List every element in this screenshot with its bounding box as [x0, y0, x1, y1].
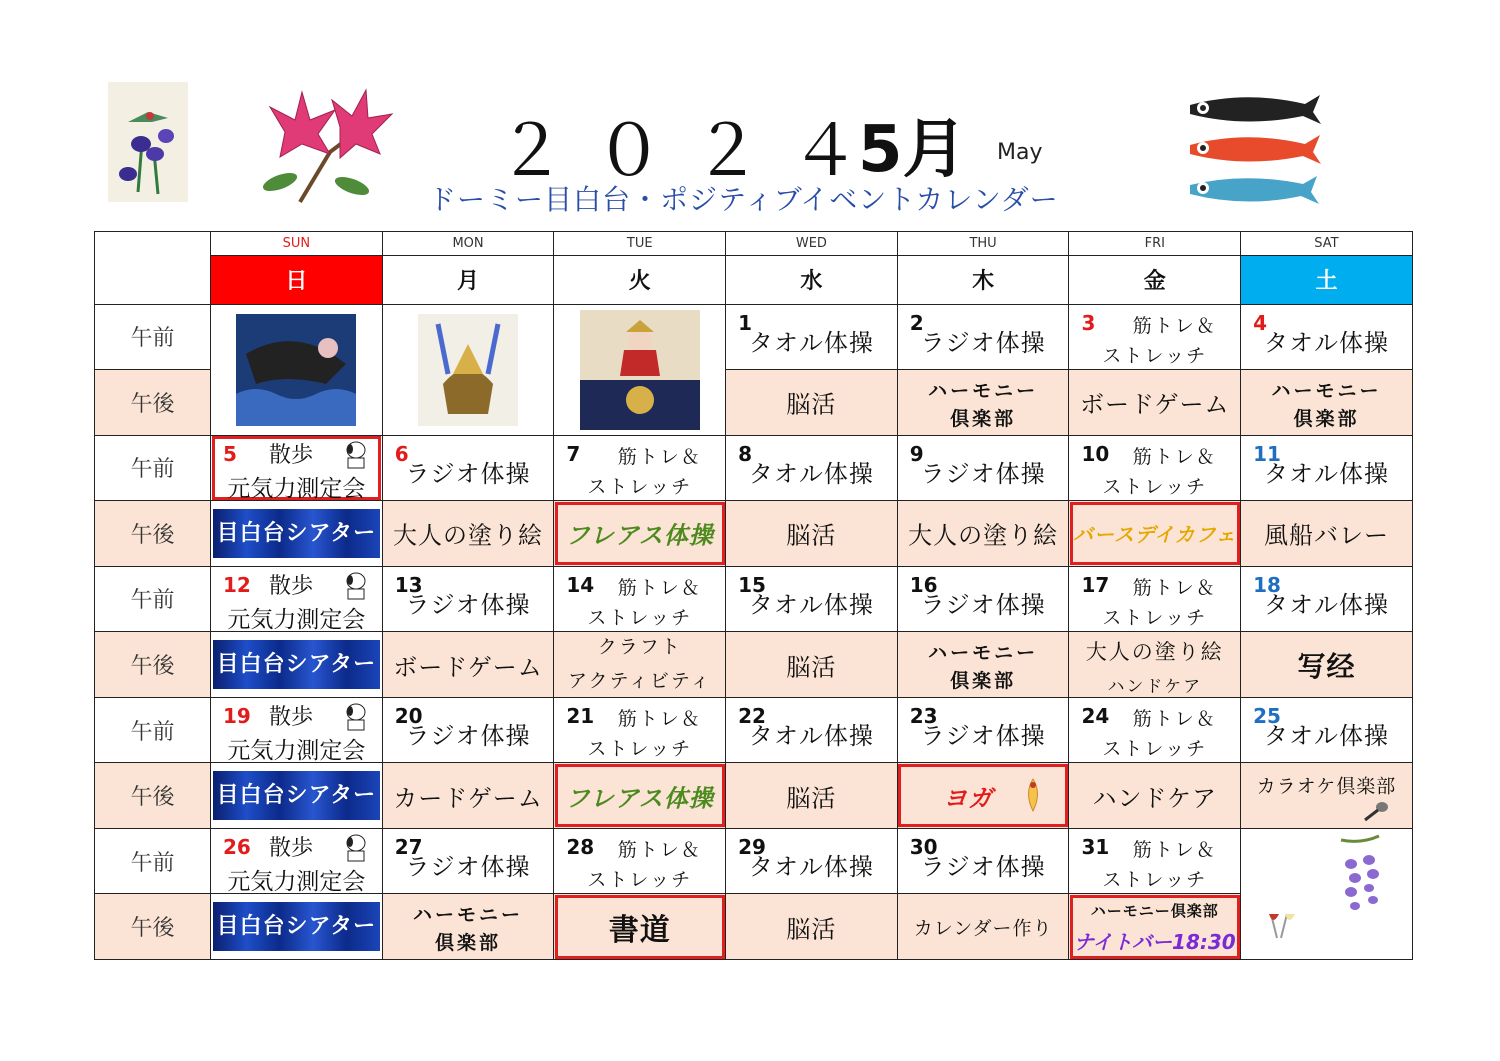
- activity-pm: 書道: [608, 912, 671, 948]
- day-number: 5: [223, 441, 237, 466]
- activity-pm-line1: ハーモニー: [413, 904, 524, 927]
- activity-am-line2: ストレッチ: [1102, 737, 1208, 760]
- activity-am: タオル体操: [1263, 721, 1389, 750]
- day-cell-empty-sat: [1241, 828, 1413, 959]
- weekday-en-thu: THU: [897, 232, 1069, 256]
- activity-pm: 大人の塗り絵: [393, 521, 544, 550]
- activity-pm-line1: ハーモニー: [928, 642, 1039, 665]
- theater-banner: 目白台シアター: [213, 771, 380, 820]
- activity-pm: フレアス体操: [565, 521, 714, 550]
- day-number: 11: [1253, 441, 1281, 466]
- koinobori-illustration: [1185, 90, 1325, 215]
- day-cell-11-pm[interactable]: [1241, 501, 1413, 567]
- snoopy-icon: [338, 833, 372, 863]
- day-cell-30-pm[interactable]: [897, 894, 1069, 960]
- activity-am: ラジオ体操: [920, 590, 1046, 619]
- activity-pm: 脳活: [786, 390, 837, 419]
- day-cell-31-am[interactable]: [1069, 828, 1241, 894]
- activity-am-line1: 筋トレ＆: [617, 576, 702, 599]
- week-4-am-row: [95, 697, 1413, 763]
- day-cell-15-pm[interactable]: [726, 632, 898, 698]
- activity-pm-line2: 倶楽部: [1293, 408, 1360, 431]
- day-cell-16-pm[interactable]: [897, 632, 1069, 698]
- activity-pm: ヨガ: [943, 784, 994, 813]
- snoopy-icon: [338, 440, 372, 470]
- day-number: 17: [1081, 572, 1110, 597]
- candle-flame-icon: [1022, 777, 1044, 813]
- day-number: 7: [566, 441, 581, 466]
- week-5-pm-row: [95, 894, 1413, 960]
- week-2-am-row: [95, 435, 1413, 501]
- weekday-jp-thu: 木: [897, 256, 1069, 304]
- activity-am-line2: ストレッチ: [1102, 344, 1208, 367]
- activity-pm: カラオケ倶楽部: [1256, 775, 1397, 798]
- day-cell-16-am[interactable]: [897, 566, 1069, 632]
- weekday-en-sun: SUN: [211, 232, 383, 256]
- snoopy-icon: [338, 702, 372, 732]
- day-cell-19-am[interactable]: [211, 697, 383, 763]
- activity-walk: 散歩: [269, 573, 314, 599]
- day-number: 27: [394, 834, 423, 859]
- slot-label-pm: 午後: [95, 370, 211, 436]
- activity-pm-line2: 倶楽部: [435, 932, 502, 955]
- wisteria-wine-decoration-image: [1251, 834, 1401, 954]
- activity-am: ラジオ体操: [405, 590, 531, 619]
- day-cell-22-pm[interactable]: [726, 763, 898, 829]
- day-cell-23-pm[interactable]: [897, 763, 1069, 829]
- day-cell-2-pm[interactable]: [897, 370, 1069, 436]
- slot-label-pm: 午後: [95, 501, 211, 567]
- day-cell-24-pm[interactable]: [1069, 763, 1241, 829]
- day-number: 13: [394, 572, 423, 597]
- weekday-en-mon: MON: [382, 232, 554, 256]
- activity-pm: フレアス体操: [565, 784, 714, 813]
- day-cell-14-pm[interactable]: [554, 632, 726, 698]
- day-number: 16: [909, 572, 938, 597]
- activity-am: タオル体操: [748, 328, 874, 357]
- day-number: 1: [738, 310, 752, 335]
- activity-pm: ボードゲーム: [393, 653, 543, 681]
- day-cell-25-am[interactable]: [1241, 697, 1413, 763]
- day-cell-20-pm[interactable]: [382, 763, 554, 829]
- activity-walk: 散歩: [269, 704, 314, 730]
- activity-pm: 風船バレー: [1263, 521, 1389, 550]
- day-number: 8: [738, 441, 752, 466]
- day-number: 3: [1081, 310, 1096, 335]
- week-2-pm-row: [95, 501, 1413, 567]
- day-cell-29-pm[interactable]: [726, 894, 898, 960]
- activity-pm: 脳活: [786, 653, 837, 681]
- day-number: 18: [1253, 572, 1281, 597]
- activity-am-line1: 筋トレ＆: [1132, 707, 1217, 730]
- activity-am-line1: 筋トレ＆: [617, 707, 702, 730]
- day-cell-28-am[interactable]: [554, 828, 726, 894]
- activity-pm-line2: ナイトバー18:30: [1073, 930, 1236, 955]
- day-cell-12-am[interactable]: [211, 566, 383, 632]
- activity-pm: 写经: [1297, 649, 1356, 683]
- activity-am: タオル体操: [748, 721, 874, 750]
- slot-label-am: 午前: [95, 304, 211, 370]
- day-number: 15: [738, 572, 766, 597]
- slot-label-am: 午前: [95, 828, 211, 894]
- activity-pm-line1: クラフト: [597, 636, 682, 659]
- activity-pm-line2: アクティビティ: [568, 670, 712, 693]
- weekday-japanese-row: [95, 256, 1413, 304]
- day-cell-31-pm[interactable]: [1069, 894, 1241, 960]
- activity-am: タオル体操: [1263, 459, 1389, 488]
- activity-pm: ボードゲーム: [1080, 390, 1230, 419]
- activity-am: タオル体操: [748, 459, 874, 488]
- day-cell-12-pm[interactable]: [211, 632, 383, 698]
- slot-label-am: 午前: [95, 566, 211, 632]
- day-cell-10-pm[interactable]: [1069, 501, 1241, 567]
- day-cell-5-am[interactable]: [211, 435, 383, 501]
- day-number: 25: [1253, 703, 1281, 728]
- day-number: 24: [1081, 703, 1110, 728]
- day-cell-3-am[interactable]: [1069, 304, 1241, 370]
- activity-am: タオル体操: [748, 852, 874, 881]
- activity-am: ラジオ体操: [920, 852, 1046, 881]
- activity-am-line1: 筋トレ＆: [1132, 576, 1217, 599]
- day-cell-6-pm[interactable]: [382, 501, 554, 567]
- activity-genki: 元気力測定会: [227, 606, 366, 632]
- weekday-en-wed: WED: [726, 232, 898, 256]
- day-cell-26-am[interactable]: [211, 828, 383, 894]
- day-cell-19-pm[interactable]: [211, 763, 383, 829]
- week-1-am-row: [95, 304, 1413, 370]
- activity-pm-line1: ハーモニー: [928, 380, 1039, 403]
- week-4-pm-row: [95, 763, 1413, 829]
- activity-am: タオル体操: [1263, 328, 1389, 357]
- slot-label-pm: 午後: [95, 632, 211, 698]
- slot-label-pm: 午後: [95, 894, 211, 960]
- day-number: 6: [394, 441, 409, 466]
- day-cell-27-pm[interactable]: [382, 894, 554, 960]
- kabuto-iris-decoration-image: [418, 314, 518, 426]
- microphone-icon: [1362, 800, 1390, 822]
- day-cell-11-am[interactable]: [1241, 435, 1413, 501]
- slot-label-pm: 午後: [95, 763, 211, 829]
- activity-pm-line2: 倶楽部: [950, 670, 1017, 693]
- day-number: 4: [1253, 310, 1268, 335]
- day-cell-28-pm[interactable]: [554, 894, 726, 960]
- activity-am: ラジオ体操: [920, 721, 1046, 750]
- activity-pm: ハンドケア: [1092, 784, 1218, 813]
- activity-walk: 散歩: [269, 835, 314, 861]
- day-cell-27-am[interactable]: [382, 828, 554, 894]
- activity-genki: 元気力測定会: [227, 868, 366, 894]
- activity-pm: 大人の塗り絵: [908, 521, 1059, 550]
- activity-am-line2: ストレッチ: [1102, 606, 1208, 629]
- day-cell-1-pm[interactable]: [726, 370, 898, 436]
- activity-am-line1: 筋トレ＆: [617, 838, 702, 861]
- day-cell-14-am[interactable]: [554, 566, 726, 632]
- day-cell-13-am[interactable]: [382, 566, 554, 632]
- activity-am-line1: 筋トレ＆: [1132, 445, 1217, 468]
- week-3-pm-row: [95, 632, 1413, 698]
- corner-cell: [95, 232, 211, 305]
- weekday-jp-fri: 金: [1069, 256, 1241, 304]
- activity-am: ラジオ体操: [405, 459, 531, 488]
- day-number: 31: [1081, 834, 1110, 859]
- activity-genki: 元気力測定会: [227, 737, 366, 763]
- day-cell-15-am[interactable]: [726, 566, 898, 632]
- day-cell-23-am[interactable]: [897, 697, 1069, 763]
- day-cell-7-pm[interactable]: [554, 501, 726, 567]
- day-number: 20: [394, 703, 423, 728]
- activity-am: タオル体操: [1263, 590, 1389, 619]
- day-number: 14: [566, 572, 595, 597]
- day-number: 22: [738, 703, 766, 728]
- activity-am: ラジオ体操: [405, 852, 531, 881]
- weekday-en-sat: SAT: [1241, 232, 1413, 256]
- day-cell-empty-mon: [382, 304, 554, 435]
- day-cell-21-pm[interactable]: [554, 763, 726, 829]
- weekday-jp-tue: 火: [554, 256, 726, 304]
- day-cell-17-pm[interactable]: [1069, 632, 1241, 698]
- snoopy-icon: [338, 571, 372, 601]
- day-cell-22-am[interactable]: [726, 697, 898, 763]
- day-number: 21: [566, 703, 595, 728]
- activity-am-line2: ストレッチ: [587, 606, 693, 629]
- day-cell-5-pm[interactable]: [211, 501, 383, 567]
- day-number: 29: [738, 834, 766, 859]
- activity-pm: バースデイカフェ: [1072, 522, 1237, 547]
- day-number: 23: [909, 703, 938, 728]
- weekday-jp-sun: 日: [211, 256, 383, 304]
- day-cell-10-am[interactable]: [1069, 435, 1241, 501]
- activity-pm: 脳活: [786, 915, 837, 944]
- theater-banner: 目白台シアター: [213, 640, 380, 689]
- day-cell-29-am[interactable]: [726, 828, 898, 894]
- activity-am-line2: ストレッチ: [587, 868, 693, 891]
- activity-am-line2: ストレッチ: [587, 475, 693, 498]
- day-cell-6-am[interactable]: [382, 435, 554, 501]
- activity-pm: カードゲーム: [393, 784, 543, 813]
- theater-banner: 目白台シアター: [213, 509, 380, 558]
- calendar-year: ２０２４: [496, 110, 888, 192]
- week-3-am-row: [95, 566, 1413, 632]
- day-number: 26: [223, 834, 251, 859]
- activity-am: タオル体操: [748, 590, 874, 619]
- activity-genki: 元気力測定会: [227, 475, 366, 501]
- activity-am: ラジオ体操: [405, 721, 531, 750]
- weekday-jp-mon: 月: [382, 256, 554, 304]
- activity-am: ラジオ体操: [920, 328, 1046, 357]
- slot-label-am: 午前: [95, 697, 211, 763]
- activity-pm-line2: 倶楽部: [950, 408, 1017, 431]
- calendar-month: 5月: [858, 113, 967, 187]
- day-cell-3-pm[interactable]: [1069, 370, 1241, 436]
- weekday-en-tue: TUE: [554, 232, 726, 256]
- day-cell-9-pm[interactable]: [897, 501, 1069, 567]
- day-number: 30: [909, 834, 938, 859]
- day-cell-18-pm[interactable]: [1241, 632, 1413, 698]
- activity-pm: 脳活: [786, 784, 837, 813]
- day-cell-7-am[interactable]: [554, 435, 726, 501]
- day-cell-13-pm[interactable]: [382, 632, 554, 698]
- activity-am-line1: 筋トレ＆: [617, 445, 702, 468]
- weekday-jp-wed: 水: [726, 256, 898, 304]
- day-cell-24-am[interactable]: [1069, 697, 1241, 763]
- day-cell-26-pm[interactable]: [211, 894, 383, 960]
- activity-am-line2: ストレッチ: [587, 737, 693, 760]
- activity-pm: カレンダー作り: [913, 917, 1053, 940]
- day-cell-17-am[interactable]: [1069, 566, 1241, 632]
- day-cell-25-pm[interactable]: [1241, 763, 1413, 829]
- day-cell-9-am[interactable]: [897, 435, 1069, 501]
- slot-label-am: 午前: [95, 435, 211, 501]
- activity-walk: 散歩: [269, 442, 314, 468]
- calendar-subtitle: ドーミー目白台・ポジティブイベントカレンダー: [428, 183, 1059, 216]
- weekday-jp-sat: 土: [1241, 256, 1413, 304]
- samurai-doll-decoration-image: [580, 310, 700, 430]
- activity-pm-line1: ハーモニー倶楽部: [1090, 902, 1219, 921]
- calendar-month-english: May: [997, 140, 1043, 165]
- event-calendar-grid: [94, 231, 1413, 960]
- activity-pm-line1: ハーモニー: [1271, 380, 1382, 403]
- day-number: 9: [909, 441, 924, 466]
- day-cell-8-am[interactable]: [726, 435, 898, 501]
- day-cell-8-pm[interactable]: [726, 501, 898, 567]
- activity-am-line1: 筋トレ＆: [1132, 838, 1217, 861]
- day-cell-1-am[interactable]: [726, 304, 898, 370]
- activity-am-line2: ストレッチ: [1102, 475, 1208, 498]
- activity-pm: 脳活: [786, 521, 837, 550]
- day-number: 19: [223, 703, 251, 728]
- day-cell-4-am[interactable]: [1241, 304, 1413, 370]
- day-cell-empty-tue: [554, 304, 726, 435]
- day-cell-21-am[interactable]: [554, 697, 726, 763]
- day-number: 28: [566, 834, 595, 859]
- activity-am: ラジオ体操: [920, 459, 1046, 488]
- weekday-english-row: [95, 232, 1413, 256]
- day-number: 12: [223, 572, 251, 597]
- day-number: 2: [909, 310, 924, 335]
- activity-am-line2: ストレッチ: [1102, 868, 1208, 891]
- azalea-illustration: [240, 82, 412, 210]
- activity-pm-line1: 大人の塗り絵: [1085, 640, 1224, 665]
- theater-banner: 目白台シアター: [213, 902, 380, 951]
- day-cell-2-am[interactable]: [897, 304, 1069, 370]
- day-cell-30-am[interactable]: [897, 828, 1069, 894]
- day-cell-empty-sun: [211, 304, 383, 435]
- iris-hummingbird-illustration: [108, 82, 188, 202]
- day-number: 10: [1081, 441, 1110, 466]
- day-cell-4-pm[interactable]: [1241, 370, 1413, 436]
- day-cell-20-am[interactable]: [382, 697, 554, 763]
- week-5-am-row: [95, 828, 1413, 894]
- weekday-en-fri: FRI: [1069, 232, 1241, 256]
- activity-pm-line2: ハンドケア: [1107, 677, 1203, 698]
- koi-rider-decoration-image: [236, 314, 356, 426]
- day-cell-18-am[interactable]: [1241, 566, 1413, 632]
- activity-am-line1: 筋トレ＆: [1132, 314, 1217, 337]
